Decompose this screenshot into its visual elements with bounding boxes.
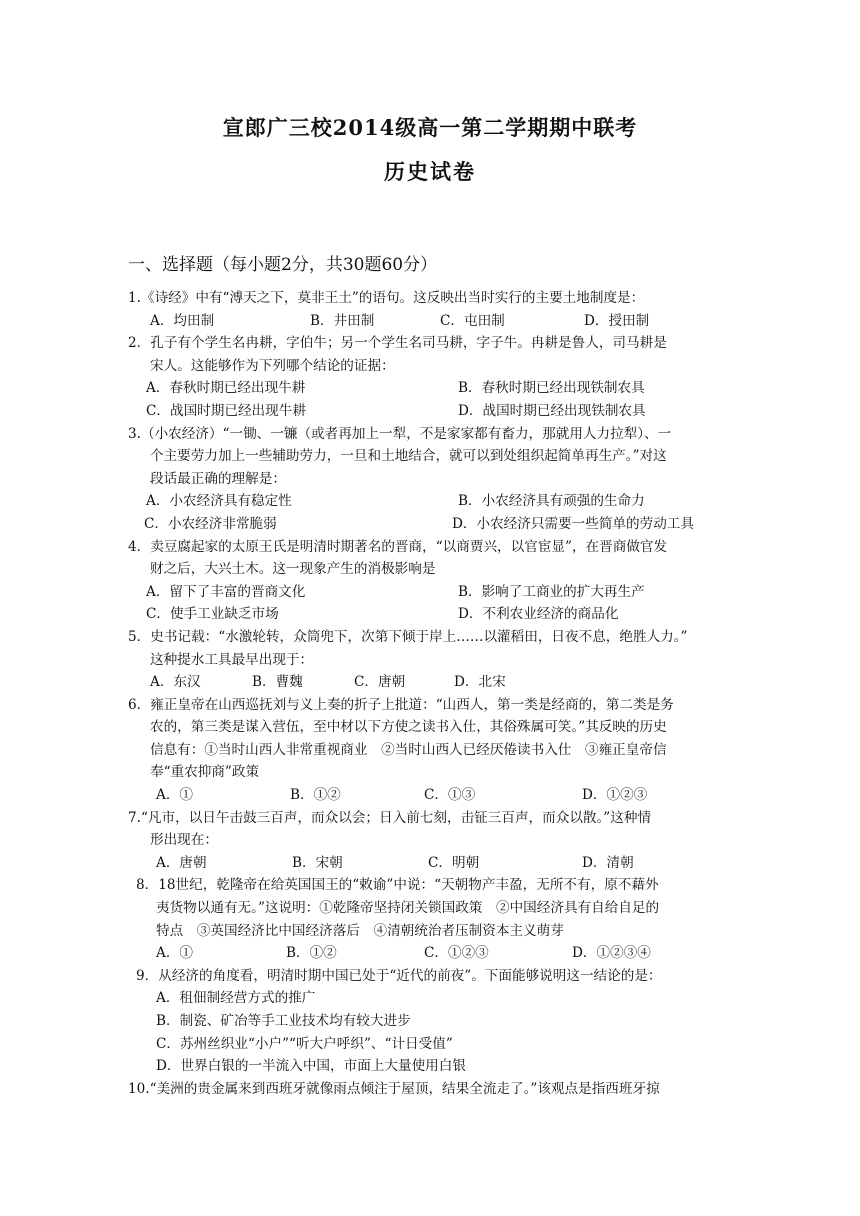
question-5 [128,626,738,694]
question-3 [128,423,738,536]
exam-subtitle: 历史试卷 [384,159,476,184]
question-text: 7.“凡市，以日午击鼓三百声，而众以会；日入前七刻，击钲三百声，而众以散。”这种情 [128,809,652,826]
option-b: B．影响了工商业的扩大再生产 [458,583,645,600]
option-b: B．①② [290,787,341,804]
option-c: C．①③ [424,787,476,804]
question-text: 9．从经济的角度看，明清时期中国已处于“近代的前夜”。下面能够说明这一结论的是： [136,967,662,984]
option-a: A．小农经济具有稳定性 [146,493,292,510]
section-title: 一、选择题（每小题2分，共30题60分） [128,255,438,275]
question-text: 2．孔子有个学生名冉耕，字伯牛；另一个学生名司马耕，字子牛。冉耕是鲁人，司马耕是 [128,335,667,352]
question-4 [128,536,738,626]
option-a: A．租佃制经营方式的推广 [156,990,316,1007]
option-b: B．①② [286,945,337,962]
option-d: D．战国时期已经出现铁制农具 [458,402,646,419]
option-b: B．宋朝 [292,854,343,871]
option-a: A．东汉 [150,674,201,691]
option-row [128,942,738,965]
option-row [128,513,738,536]
option-c: C．唐朝 [354,674,406,691]
option-d: D．北宋 [454,674,506,691]
option-c: C．苏州丝织业“小户”“听大户呼织”、“计日受值” [156,1035,453,1052]
question-text: 段话最正确的理解是： [150,470,286,487]
question-2 [128,332,738,422]
option-row [128,377,738,400]
question-text: 特点 ③英国经济比中国经济落后 ④清朝统治者压制资本主义萌芽 [156,922,564,939]
option-c: C．小农经济非常脆弱 [144,515,277,532]
question-text: 3.（小农经济）“一锄、一镰（或者再加上一犁，不是家家都有畜力，那就用人力拉犁）、一 [128,425,672,442]
question-text: 10.“美洲的贵金属来到西班牙就像雨点倾注于屋顶，结果全流走了。”该观点是指西班牙掠 [128,1080,660,1097]
option-d: D．授田制 [584,312,650,329]
exam-title: 宣郎广三校2014级高一第二学期期中联考 [222,115,638,140]
question-text: 夷货物以通有无。”这说明：①乾隆帝坚持闭关锁国政策 ②中国经济具有自给自足的 [156,900,660,917]
question-text: 农的，第三类是谋入营伍，至中材以下方使之读书入仕，其俗殊属可笑。”其反映的历史 [150,719,667,736]
question-6 [128,694,738,807]
question-text: 6．雍正皇帝在山西巡抚刘与义上奏的折子上批道：“山西人，第一类是经商的，第二类是务 [128,696,674,713]
question-text: 形出现在： [150,832,218,849]
option-b: B．小农经济具有顽强的生命力 [458,493,645,510]
question-7 [128,807,738,875]
question-text: 这种提水工具最早出现于： [150,651,314,668]
option-d: D．清朝 [582,854,634,871]
option-c: C．战国时期已经出现牛耕 [146,402,306,419]
option-a: A．唐朝 [156,854,207,871]
option-c: C．明朝 [428,854,480,871]
option-row [128,310,738,333]
option-a: A．① [156,787,194,804]
question-8 [128,874,738,964]
option-b: B．春秋时期已经出现铁制农具 [458,380,645,397]
option-d: D．①②③ [582,787,648,804]
option-row [128,400,738,423]
question-text: 1.《诗经》中有“溥天之下，莫非王土”的语句。这反映出当时实行的主要土地制度是： [128,290,645,306]
question-text: 宋人。这能够作为下列哪个结论的证据： [150,357,395,374]
question-text: 财之后，大兴土木。这一现象产生的消极影响是 [150,561,436,578]
option-a: A．留下了丰富的晋商文化 [146,583,306,600]
question-text: 5．史书记载：“水激轮转，众筒兜下，次第下倾于岸上……以灌稻田，日夜不息，绝胜人力。” [128,628,688,645]
option-row [128,671,738,694]
option-row [128,784,738,807]
option-d: D．世界白银的一半流入中国，市面上大量使用白银 [156,1058,466,1075]
question-9 [128,965,738,1078]
option-d: D．小农经济只需要一些简单的劳动工具 [452,515,694,532]
option-a: A．均田制 [150,312,215,329]
option-d: D．不利农业经济的商品化 [458,606,619,623]
question-10 [128,1078,738,1101]
option-b: B．制瓷、矿冶等手工业技术均有较大进步 [156,1013,411,1029]
option-c: C．使手工业缺乏市场 [146,606,279,623]
option-a: A．春秋时期已经出现牛耕 [146,380,306,397]
option-row [128,490,738,513]
question-text: 8．18世纪，乾隆帝在给英国国王的“敕谕”中说：“天朝物产丰盈，无所不有，原不藉外 [136,877,659,894]
question-text: 个主要劳力加上一些辅助劳力，一旦和土地结合，就可以到处组织起简单再生产。”对这 [150,448,667,465]
option-row [128,603,738,626]
option-a: A．① [156,945,194,962]
question-text: 奉“重农抑商”政策 [150,764,260,781]
option-b: B．井田制 [310,312,375,329]
option-b: B．曹魏 [252,674,303,691]
option-d: D．①②③④ [572,945,651,962]
question-1 [128,287,738,332]
option-c: C．①②③ [424,945,489,962]
option-c: C．屯田制 [440,312,505,329]
question-list [128,287,738,1100]
question-text: 信息有：①当时山西人非常重视商业 ②当时山西人已经厌倦读书入仕 ③雍正皇帝信 [150,741,667,758]
option-row [128,852,738,875]
question-text: 4．卖豆腐起家的太原王氏是明清时期著名的晋商，“以商贾兴，以官宦显”，在晋商做官发 [128,538,668,555]
option-row [128,581,738,604]
